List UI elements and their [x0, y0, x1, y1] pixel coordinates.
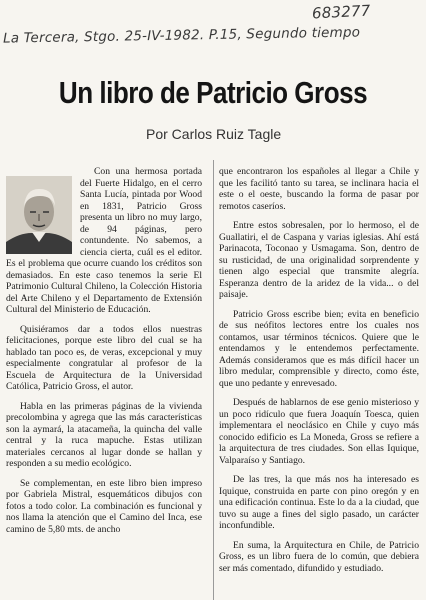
author-photo [6, 176, 72, 254]
paragraph: Quisiéramos dar a todos ellos nuestras felicitaciones, porque este libro del cual se ha hablado tan poco es, de veras, excepcional y muy especialmente congratular al profesor de la Escuela de Arquitectura de la Universidad Católica, Patricio Gross, el autor. [6, 323, 202, 392]
headline: Un libro de Patricio Gross [58, 75, 368, 110]
paragraph: Después de hablarnos de ese genio misterioso y un poco ridículo que fuera Joaquín Toesca, quien implementara el neoclásico en Chile y cuyo más conocido edificio es La Moneda, Gross se refiere a la arquitectura de tres ciudades. Son ellas Iquique, Valparaíso y Santiago. [219, 397, 419, 466]
paragraph: Con una hermosa portada del Fuerte Hidalgo, en el cerro Santa Lucía, pintada por Wood en 1831, Patricio Gross presenta un libro no muy largo, de 94 páginas, pero contundente. No sabemos, a ciencia cierta, cuál es el editor. Es el problema que ocurre cuando los créditos son demasiados. En este caso tenemos la serie El Patrimonio Cultural Chileno, la Colección Historia del Arte Chileno y el Departamento de Extensión Cultural del Ministerio de Educación. [6, 166, 202, 315]
article-column-left [6, 166, 202, 543]
paragraph: De las tres, la que más nos ha interesado es Iquique, construida en parte con pino oregón y en una edificación continua. Este lo da a la ciudad, que tuvo su auge a fines del siglo pasado, un carácter inconfundible. [219, 474, 419, 531]
article-column-right [219, 166, 419, 582]
paragraph: que encontraron los españoles al llegar a Chile y que les facilitó tanto su tarea, se inclinara hacia el este o el oeste, buscando la forma de pasar por remotos caseríos. [219, 166, 419, 212]
column-rule [213, 160, 214, 600]
paragraph: Se complementan, en este libro bien impreso por Gabriela Mistral, esquemáticos dibujos con fotos a todo color. La combinación es funcional y nos llama la atención que el Camino del Inca, ese camino de 5,80 mts. de ancho [6, 477, 202, 535]
paragraph: Habla en las primeras páginas de la vivienda precolombina y agrega que las más características son la aymará, la atacameña, la quincha del valle central y la ruca mapuche. Estas utilizan materiales cercanos al lugar donde se hallan y responden a su medio ecológico. [6, 400, 202, 469]
paragraph: En suma, la Arquitectura en Chile, de Patricio Gross, es un libro fuera de lo común, que debiera ser más comentado, difundido y estudiado. [219, 539, 419, 574]
handwritten-citation: La Tercera, Stgo. 25-IV-1982. P.15, Segundo tiempo [2, 24, 361, 47]
paragraph: Entre estos sobresalen, por lo hermoso, el de Guallatiri, el de Caspana y varias iglesias. Ahí está Parinacota, Toconao y Usmagama. Son, dentro de su rusticidad, de una originalidad sorprendente y tienen algo especial que transmite alegría. Esperanza dentro de la aridez de la vida... o del paisaje. [219, 220, 419, 300]
byline: Por Carlos Ruiz Tagle [146, 126, 282, 142]
archive-number: 683277 [311, 1, 371, 23]
paragraph: Patricio Gross escribe bien; evita en beneficio de sus neófitos lectores entre los cuales nos contamos, usar términos técnicos. Quiere que le entendamos y le entendemos perfectamente. Además consideramos que es más difícil hacer un libro medular, comprensible y directo, como éste, que uno pedante y enrevesado. [219, 308, 419, 389]
